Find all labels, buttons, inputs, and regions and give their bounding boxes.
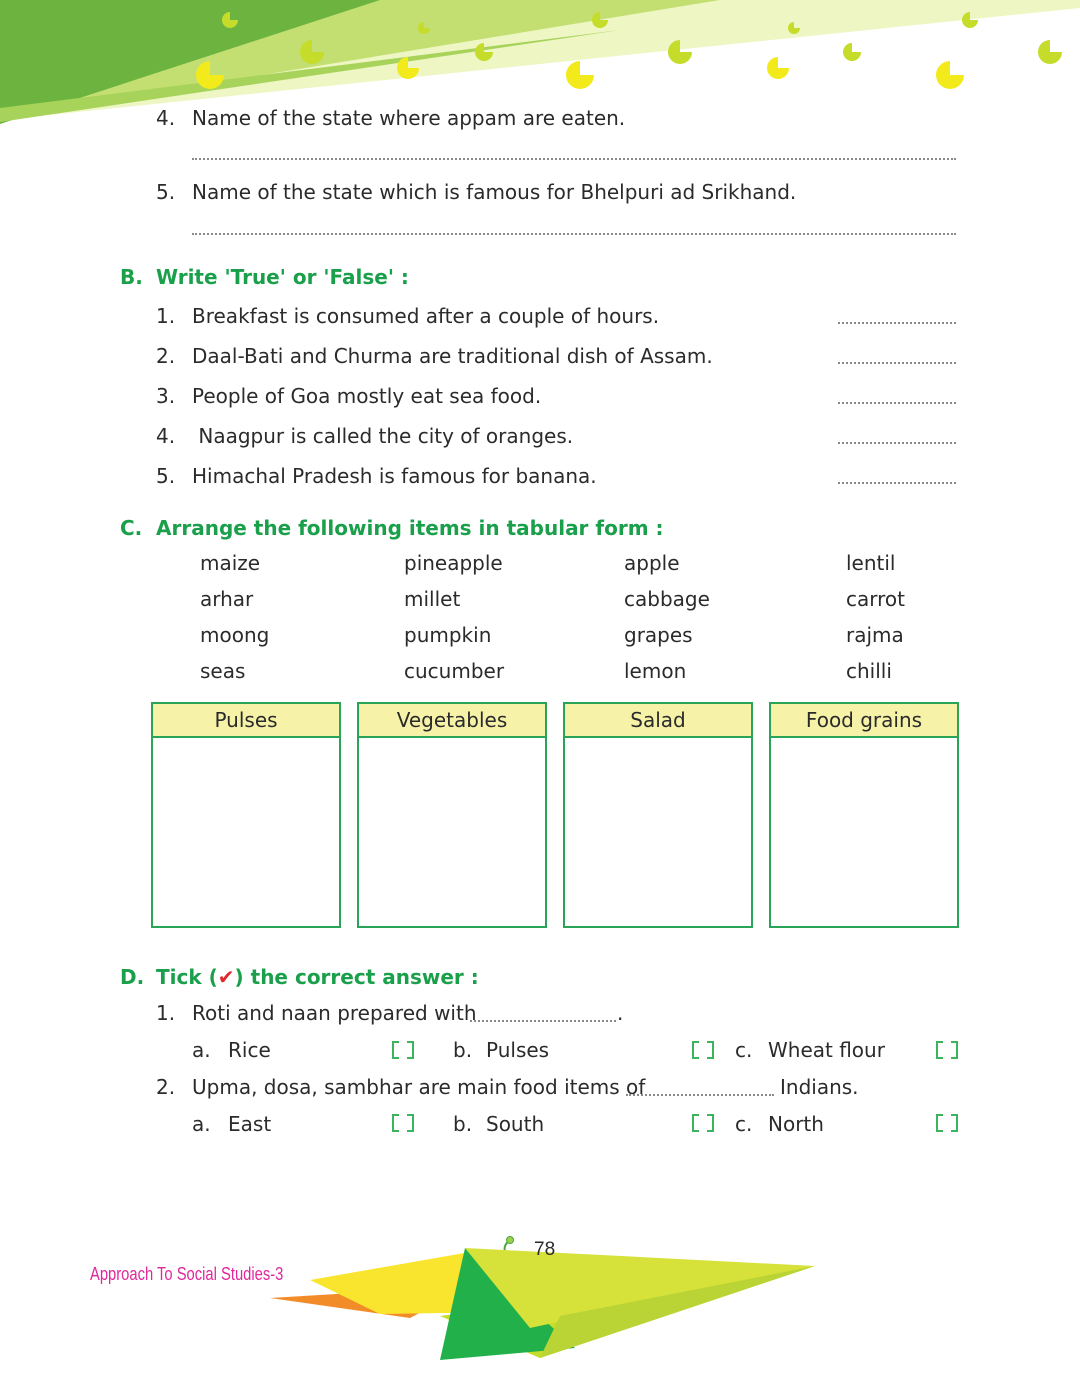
true-false-blank[interactable] — [838, 362, 956, 364]
option-text: East — [228, 1112, 272, 1136]
question-number: 5. — [156, 180, 176, 204]
option-text: Rice — [228, 1038, 271, 1062]
question-text: Name of the state which is famous for Bhelpuri ad Srikhand. — [192, 180, 797, 204]
option-letter: c. — [735, 1038, 753, 1062]
question-text: Himachal Pradesh is famous for banana. — [192, 464, 597, 488]
option-letter: a. — [192, 1038, 211, 1062]
true-false-blank[interactable] — [838, 482, 956, 484]
word-item: lentil — [846, 551, 896, 575]
question-text: Breakfast is consumed after a couple of hours. — [192, 304, 660, 328]
word-item: seas — [200, 659, 246, 683]
question-number: 5. — [156, 464, 176, 488]
word-item: rajma — [846, 623, 904, 647]
question-text: People of Goa mostly eat sea food. — [192, 384, 542, 408]
page-number: 78 — [534, 1239, 556, 1260]
section-label: B. — [120, 265, 143, 289]
word-item: millet — [404, 587, 461, 611]
option-letter: b. — [453, 1038, 473, 1062]
section-title: Write 'True' or 'False' : — [156, 265, 409, 289]
true-false-blank[interactable] — [838, 322, 956, 324]
answer-line[interactable] — [192, 233, 956, 235]
answer-line[interactable] — [192, 158, 956, 160]
answer-checkbox[interactable] — [936, 1114, 958, 1132]
word-item: lemon — [624, 659, 687, 683]
table-header: Food grains — [771, 704, 957, 738]
section-title: Tick (✔) the correct answer : — [156, 965, 479, 989]
question-number: 1. — [156, 304, 176, 328]
table-header: Salad — [565, 704, 751, 738]
word-item: maize — [200, 551, 261, 575]
option-letter: a. — [192, 1112, 211, 1136]
answer-checkbox[interactable] — [692, 1114, 714, 1132]
word-item: chilli — [846, 659, 892, 683]
answer-checkbox[interactable] — [392, 1114, 414, 1132]
table-header: Vegetables — [359, 704, 545, 738]
question-text: Roti and naan prepared with — [192, 1001, 477, 1025]
question-number: 4. — [156, 106, 176, 130]
answer-checkbox[interactable] — [936, 1041, 958, 1059]
question-text: Name of the state where appam are eaten. — [192, 106, 626, 130]
section-title: Arrange the following items in tabular form : — [156, 516, 664, 540]
question-text: Daal-Bati and Churma are traditional dish of Assam. — [192, 344, 713, 368]
question-number: 4. — [156, 424, 176, 448]
question-number: 2. — [156, 344, 176, 368]
word-item: cucumber — [404, 659, 505, 683]
fill-blank[interactable] — [470, 1020, 616, 1022]
word-item: grapes — [624, 623, 693, 647]
table-column-food-grains[interactable] — [769, 702, 959, 928]
option-text: South — [486, 1112, 545, 1136]
answer-checkbox[interactable] — [692, 1041, 714, 1059]
word-item: carrot — [846, 587, 905, 611]
true-false-blank[interactable] — [838, 442, 956, 444]
word-item: cabbage — [624, 587, 710, 611]
question-end: Indians. — [780, 1075, 859, 1099]
option-letter: c. — [735, 1112, 753, 1136]
fill-blank[interactable] — [626, 1094, 774, 1096]
question-end: . — [617, 1001, 624, 1025]
table-column-vegetables[interactable] — [357, 702, 547, 928]
option-letter: b. — [453, 1112, 473, 1136]
table-column-pulses[interactable] — [151, 702, 341, 928]
word-item: pineapple — [404, 551, 503, 575]
section-label: C. — [120, 516, 143, 540]
word-item: apple — [624, 551, 680, 575]
word-item: pumpkin — [404, 623, 492, 647]
option-text: North — [768, 1112, 824, 1136]
question-number: 3. — [156, 384, 176, 408]
tick-icon: ✔ — [217, 965, 235, 989]
table-column-salad[interactable] — [563, 702, 753, 928]
option-text: Wheat flour — [768, 1038, 885, 1062]
word-item: arhar — [200, 587, 254, 611]
question-number: 1. — [156, 1001, 176, 1025]
section-label: D. — [120, 965, 145, 989]
question-text: Upma, dosa, sambhar are main food items of — [192, 1075, 646, 1099]
question-number: 2. — [156, 1075, 176, 1099]
answer-checkbox[interactable] — [392, 1041, 414, 1059]
book-title: Approach To Social Studies-3 — [90, 1264, 284, 1284]
true-false-blank[interactable] — [838, 402, 956, 404]
option-text: Pulses — [486, 1038, 550, 1062]
question-text: Naagpur is called the city of oranges. — [192, 424, 574, 448]
word-item: moong — [200, 623, 270, 647]
table-header: Pulses — [153, 704, 339, 738]
